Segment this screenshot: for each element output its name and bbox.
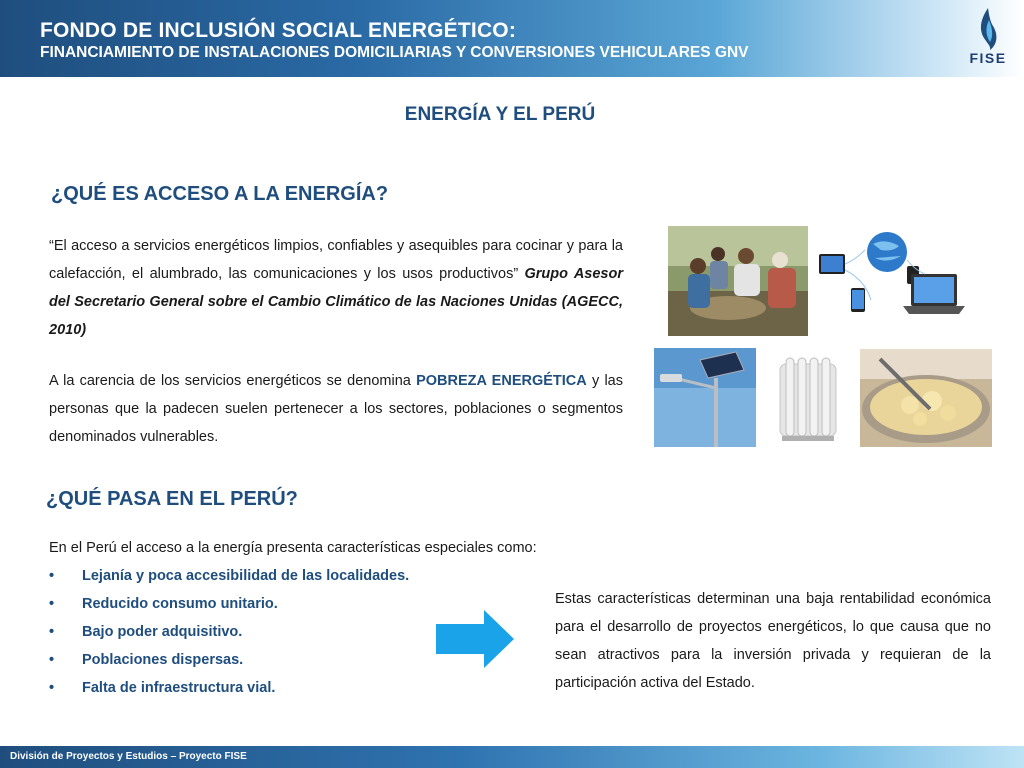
header-banner <box>0 0 1024 77</box>
fise-logo <box>960 6 1016 68</box>
list-item: • Bajo poder adquisitivo. <box>49 618 409 646</box>
radiator-photo <box>772 350 844 446</box>
right-arrow-icon <box>436 610 514 668</box>
energy-poverty-paragraph <box>49 367 623 451</box>
poverty-text-before: A la carencia de los servicios energéticos se denomina <box>49 373 417 389</box>
footer-bar <box>0 746 1024 768</box>
list-item: • Poblaciones dispersas. <box>49 646 409 674</box>
access-heading: ¿QUÉ ES ACCESO A LA ENERGÍA? <box>51 183 389 205</box>
peru-intro: En el Perú el acceso a la energía presenta características especiales como: <box>49 540 537 556</box>
cooking-pot-photo <box>860 349 992 447</box>
logo-text: FISE <box>969 50 1007 66</box>
poverty-term: POBREZA ENERGÉTICA <box>416 373 587 389</box>
list-item: • Falta de infraestructura vial. <box>49 674 409 702</box>
poverty-text-after: y las personas que la padecen suelen pertenecer a los sectores, poblaciones o segmentos denominados vulnerables. <box>49 373 624 445</box>
access-quote-paragraph <box>49 232 623 344</box>
solar-streetlight-photo <box>654 348 756 447</box>
access-quote: “El acceso a servicios energéticos limpios, confiables y asequibles para cocinar y para la calefacción, el alumbrado, las comunicaciones y los usos productivos” <box>49 238 623 282</box>
section-title: ENERGÍA Y EL PERÚ <box>404 104 596 125</box>
list-item: • Lejanía y poca accesibilidad de las localidades. <box>49 562 409 590</box>
header-title: FONDO DE INCLUSIÓN SOCIAL ENERGÉTICO: <box>40 19 517 42</box>
characteristics-list <box>49 562 409 702</box>
list-item: • Reducido consumo unitario. <box>49 590 409 618</box>
peru-heading: ¿QUÉ PASA EN EL PERÚ? <box>46 488 298 510</box>
footer-text: División de Proyectos y Estudios – Proyecto FISE <box>10 751 247 762</box>
header-subtitle: FINANCIAMIENTO DE INSTALACIONES DOMICILIARIAS Y CONVERSIONES VEHICULARES GNV <box>40 44 749 61</box>
rural-people-photo <box>668 226 808 336</box>
access-quote-source: Grupo Asesor del Secretario General sobre el Cambio Climático de las Naciones Unidas (AGECC, 2010) <box>49 266 623 338</box>
conclusion-paragraph: Estas características determinan una baja rentabilidad económica para el desarrollo de proyectos energéticos, lo que causa que no sean atractivos para la inversión privada y requieran de la participación activa del Estado. <box>555 591 991 691</box>
flame-icon <box>960 6 1016 52</box>
devices-photo <box>815 230 967 330</box>
